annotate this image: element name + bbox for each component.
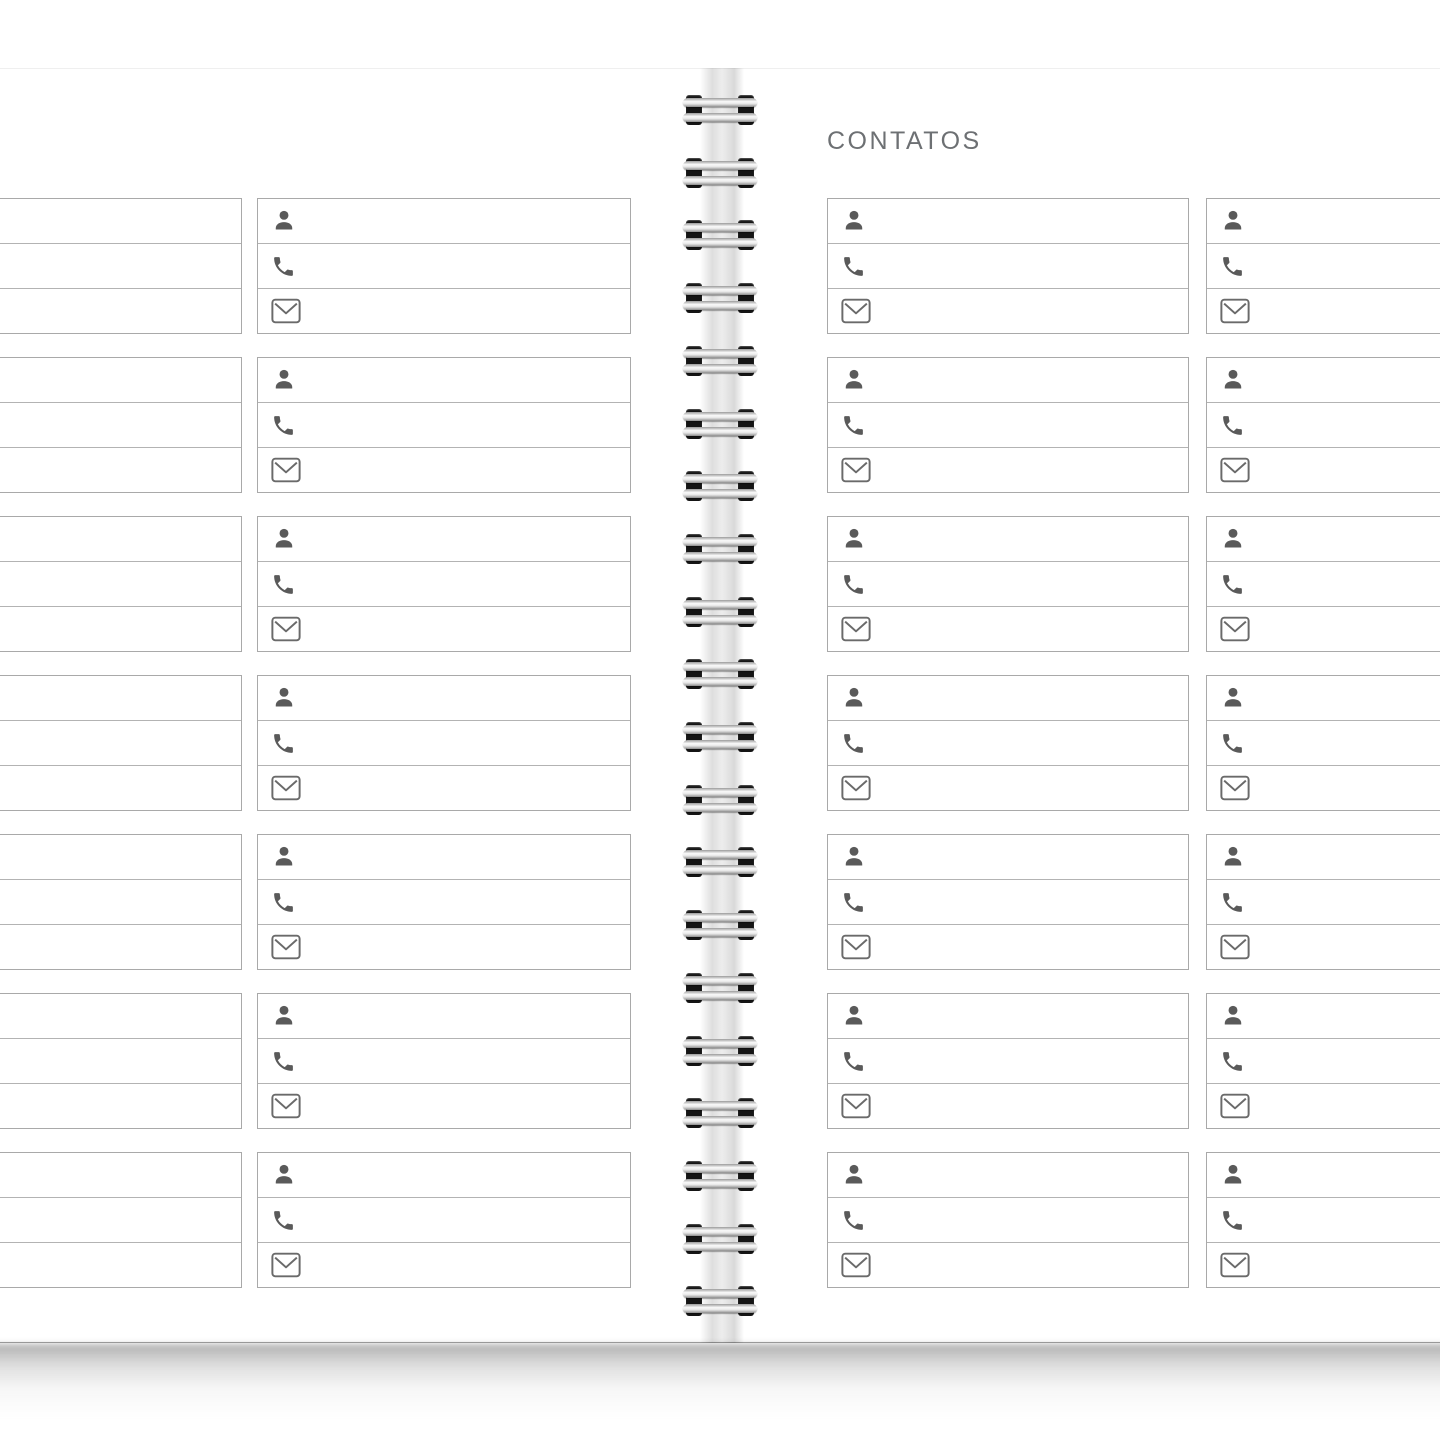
name-field-row	[0, 835, 241, 879]
contact-block	[827, 198, 1189, 334]
person-icon	[1220, 685, 1246, 712]
contact-block	[257, 675, 631, 811]
phone-field-row	[0, 1197, 241, 1242]
contact-block	[257, 993, 631, 1129]
contact-block	[0, 198, 242, 334]
email-field-row	[828, 288, 1188, 333]
name-field-row	[1207, 994, 1440, 1038]
name-field-row	[828, 517, 1188, 561]
contact-block	[1206, 993, 1440, 1129]
binding-coil	[686, 910, 754, 940]
binding-coil	[686, 409, 754, 439]
email-field-row	[1207, 1083, 1440, 1128]
phone-field-row	[0, 879, 241, 924]
person-icon	[841, 1162, 867, 1189]
page-bottom-shadow	[0, 1344, 1440, 1418]
contact-block	[257, 357, 631, 493]
email-field-row	[0, 1242, 241, 1287]
person-icon	[841, 367, 867, 394]
binding-coil	[686, 283, 754, 313]
phone-icon	[271, 1049, 296, 1074]
binding-coil	[686, 1161, 754, 1191]
left-page-column-1	[0, 198, 242, 1288]
phone-field-row	[258, 1038, 630, 1083]
phone-field-row	[1207, 402, 1440, 447]
coil-wire	[683, 1101, 757, 1110]
phone-field-row	[258, 402, 630, 447]
binding-coil	[686, 1036, 754, 1066]
person-icon	[1220, 1003, 1246, 1030]
binding-coil	[686, 597, 754, 627]
phone-icon	[1220, 413, 1245, 438]
name-field-row	[1207, 676, 1440, 720]
envelope-icon	[271, 775, 301, 801]
person-icon	[271, 1003, 297, 1030]
name-field-row	[258, 994, 630, 1038]
name-field-row	[1207, 358, 1440, 402]
name-field-row	[1207, 199, 1440, 243]
contact-block	[0, 516, 242, 652]
binding-coil	[686, 785, 754, 815]
envelope-icon	[841, 298, 871, 324]
envelope-icon	[841, 457, 871, 483]
email-field-row	[828, 1083, 1188, 1128]
phone-icon	[1220, 1049, 1245, 1074]
binding-coil	[686, 722, 754, 752]
phone-field-row	[0, 1038, 241, 1083]
coil-wire	[683, 1227, 757, 1236]
person-icon	[271, 208, 297, 235]
email-field-row	[828, 765, 1188, 810]
phone-icon	[271, 890, 296, 915]
phone-field-row	[0, 561, 241, 606]
email-field-row	[258, 765, 630, 810]
spine-shadow	[700, 68, 744, 1343]
right-page-column-2	[1206, 198, 1440, 1288]
envelope-icon	[841, 1093, 871, 1119]
phone-field-row	[828, 1197, 1188, 1242]
phone-field-row	[258, 879, 630, 924]
contact-block	[0, 1152, 242, 1288]
coil-wire	[683, 223, 757, 232]
email-field-row	[828, 606, 1188, 651]
name-field-row	[828, 358, 1188, 402]
phone-field-row	[1207, 1197, 1440, 1242]
coil-wire	[683, 725, 757, 734]
coil-wire	[683, 489, 757, 498]
email-field-row	[0, 765, 241, 810]
coil-wire	[683, 176, 757, 185]
binding-coil	[686, 95, 754, 125]
envelope-icon	[1220, 934, 1250, 960]
name-field-row	[0, 676, 241, 720]
phone-icon	[841, 413, 866, 438]
email-field-row	[258, 288, 630, 333]
envelope-icon	[841, 934, 871, 960]
coil-wire	[683, 976, 757, 985]
coil-wire	[683, 600, 757, 609]
phone-field-row	[258, 561, 630, 606]
coil-wire	[683, 427, 757, 436]
coil-wire	[683, 865, 757, 874]
contact-block	[0, 675, 242, 811]
contact-block	[827, 516, 1189, 652]
contact-block	[1206, 675, 1440, 811]
coil-wire	[683, 928, 757, 937]
envelope-icon	[1220, 1093, 1250, 1119]
email-field-row	[258, 447, 630, 492]
coil-wire	[683, 740, 757, 749]
coil-wire	[683, 552, 757, 561]
name-field-row	[0, 358, 241, 402]
coil-wire	[683, 1116, 757, 1125]
phone-field-row	[828, 720, 1188, 765]
coil-wire	[683, 803, 757, 812]
contact-block	[827, 675, 1189, 811]
person-icon	[841, 844, 867, 871]
person-icon	[271, 1162, 297, 1189]
contact-block	[827, 834, 1189, 970]
email-field-row	[0, 288, 241, 333]
phone-field-row	[828, 243, 1188, 288]
phone-field-row	[1207, 243, 1440, 288]
phone-icon	[841, 1208, 866, 1233]
contact-block	[1206, 1152, 1440, 1288]
contact-block	[827, 993, 1189, 1129]
coil-wire	[683, 677, 757, 686]
phone-field-row	[258, 243, 630, 288]
coil-wire	[683, 1242, 757, 1251]
name-field-row	[1207, 1153, 1440, 1197]
phone-icon	[271, 1208, 296, 1233]
binding-coil	[686, 1098, 754, 1128]
coil-wire	[683, 1039, 757, 1048]
phone-icon	[1220, 890, 1245, 915]
email-field-row	[1207, 447, 1440, 492]
person-icon	[271, 844, 297, 871]
name-field-row	[0, 199, 241, 243]
person-icon	[841, 1003, 867, 1030]
page-title: CONTATOS	[827, 127, 982, 155]
right-page-column-1	[827, 198, 1189, 1288]
binding-coil	[686, 534, 754, 564]
envelope-icon	[1220, 616, 1250, 642]
email-field-row	[1207, 606, 1440, 651]
binding-coil	[686, 1286, 754, 1316]
envelope-icon	[1220, 775, 1250, 801]
phone-field-row	[258, 1197, 630, 1242]
phone-field-row	[828, 1038, 1188, 1083]
phone-icon	[841, 572, 866, 597]
name-field-row	[258, 517, 630, 561]
email-field-row	[1207, 765, 1440, 810]
envelope-icon	[271, 1252, 301, 1278]
phone-field-row	[828, 879, 1188, 924]
name-field-row	[1207, 517, 1440, 561]
person-icon	[271, 367, 297, 394]
name-field-row	[828, 199, 1188, 243]
contact-block	[257, 1152, 631, 1288]
contact-block	[257, 198, 631, 334]
phone-icon	[841, 731, 866, 756]
person-icon	[1220, 526, 1246, 553]
coil-wire	[683, 1164, 757, 1173]
email-field-row	[828, 1242, 1188, 1287]
binding-coil	[686, 471, 754, 501]
person-icon	[841, 685, 867, 712]
name-field-row	[828, 1153, 1188, 1197]
person-icon	[1220, 367, 1246, 394]
contact-block	[1206, 516, 1440, 652]
binding-coil	[686, 659, 754, 689]
coil-wire	[683, 286, 757, 295]
left-page-column-2	[257, 198, 631, 1288]
phone-field-row	[828, 402, 1188, 447]
coil-wire	[683, 1054, 757, 1063]
contact-block	[1206, 834, 1440, 970]
coil-wire	[683, 98, 757, 107]
contact-block	[827, 1152, 1189, 1288]
email-field-row	[1207, 1242, 1440, 1287]
contact-block	[827, 357, 1189, 493]
name-field-row	[828, 835, 1188, 879]
name-field-row	[258, 358, 630, 402]
coil-wire	[683, 1179, 757, 1188]
envelope-icon	[271, 298, 301, 324]
email-field-row	[828, 447, 1188, 492]
phone-field-row	[0, 402, 241, 447]
phone-field-row	[1207, 720, 1440, 765]
contact-block	[0, 357, 242, 493]
email-field-row	[258, 1242, 630, 1287]
name-field-row	[258, 199, 630, 243]
phone-field-row	[258, 720, 630, 765]
phone-icon	[271, 572, 296, 597]
name-field-row	[1207, 835, 1440, 879]
phone-field-row	[1207, 1038, 1440, 1083]
coil-wire	[683, 850, 757, 859]
phone-icon	[271, 731, 296, 756]
envelope-icon	[271, 1093, 301, 1119]
envelope-icon	[1220, 298, 1250, 324]
phone-icon	[1220, 254, 1245, 279]
email-field-row	[0, 1083, 241, 1128]
envelope-icon	[1220, 457, 1250, 483]
binding-coil	[686, 220, 754, 250]
contact-block	[257, 834, 631, 970]
phone-field-row	[828, 561, 1188, 606]
person-icon	[271, 526, 297, 553]
contact-block	[1206, 198, 1440, 334]
envelope-icon	[841, 1252, 871, 1278]
email-field-row	[258, 924, 630, 969]
binding-coil	[686, 346, 754, 376]
name-field-row	[258, 835, 630, 879]
phone-icon	[841, 890, 866, 915]
phone-icon	[1220, 731, 1245, 756]
envelope-icon	[271, 616, 301, 642]
binding-coil	[686, 847, 754, 877]
person-icon	[841, 208, 867, 235]
name-field-row	[258, 1153, 630, 1197]
phone-icon	[271, 413, 296, 438]
person-icon	[1220, 208, 1246, 235]
coil-wire	[683, 412, 757, 421]
binding-coil	[686, 973, 754, 1003]
coil-wire	[683, 238, 757, 247]
contact-block	[1206, 357, 1440, 493]
name-field-row	[258, 676, 630, 720]
phone-icon	[841, 1049, 866, 1074]
name-field-row	[0, 1153, 241, 1197]
phone-field-row	[1207, 561, 1440, 606]
coil-wire	[683, 1304, 757, 1313]
phone-icon	[841, 254, 866, 279]
email-field-row	[258, 606, 630, 651]
coil-wire	[683, 1289, 757, 1298]
email-field-row	[0, 924, 241, 969]
phone-field-row	[0, 720, 241, 765]
coil-wire	[683, 474, 757, 483]
envelope-icon	[841, 616, 871, 642]
email-field-row	[1207, 288, 1440, 333]
phone-icon	[1220, 572, 1245, 597]
envelope-icon	[271, 934, 301, 960]
person-icon	[1220, 844, 1246, 871]
name-field-row	[828, 676, 1188, 720]
email-field-row	[828, 924, 1188, 969]
coil-wire	[683, 161, 757, 170]
coil-wire	[683, 537, 757, 546]
phone-icon	[1220, 1208, 1245, 1233]
coil-wire	[683, 788, 757, 797]
person-icon	[271, 685, 297, 712]
binding-coil	[686, 1224, 754, 1254]
name-field-row	[828, 994, 1188, 1038]
person-icon	[1220, 1162, 1246, 1189]
binding-coil	[686, 158, 754, 188]
email-field-row	[0, 606, 241, 651]
email-field-row	[0, 447, 241, 492]
name-field-row	[0, 517, 241, 561]
phone-field-row	[0, 243, 241, 288]
coil-wire	[683, 364, 757, 373]
coil-wire	[683, 113, 757, 122]
coil-wire	[683, 301, 757, 310]
envelope-icon	[1220, 1252, 1250, 1278]
coil-wire	[683, 913, 757, 922]
coil-wire	[683, 991, 757, 1000]
envelope-icon	[841, 775, 871, 801]
coil-wire	[683, 662, 757, 671]
person-icon	[841, 526, 867, 553]
phone-icon	[271, 254, 296, 279]
phone-field-row	[1207, 879, 1440, 924]
envelope-icon	[271, 457, 301, 483]
email-field-row	[258, 1083, 630, 1128]
contact-block	[257, 516, 631, 652]
coil-wire	[683, 615, 757, 624]
name-field-row	[0, 994, 241, 1038]
contact-block	[0, 993, 242, 1129]
email-field-row	[1207, 924, 1440, 969]
contact-block	[0, 834, 242, 970]
coil-wire	[683, 349, 757, 358]
